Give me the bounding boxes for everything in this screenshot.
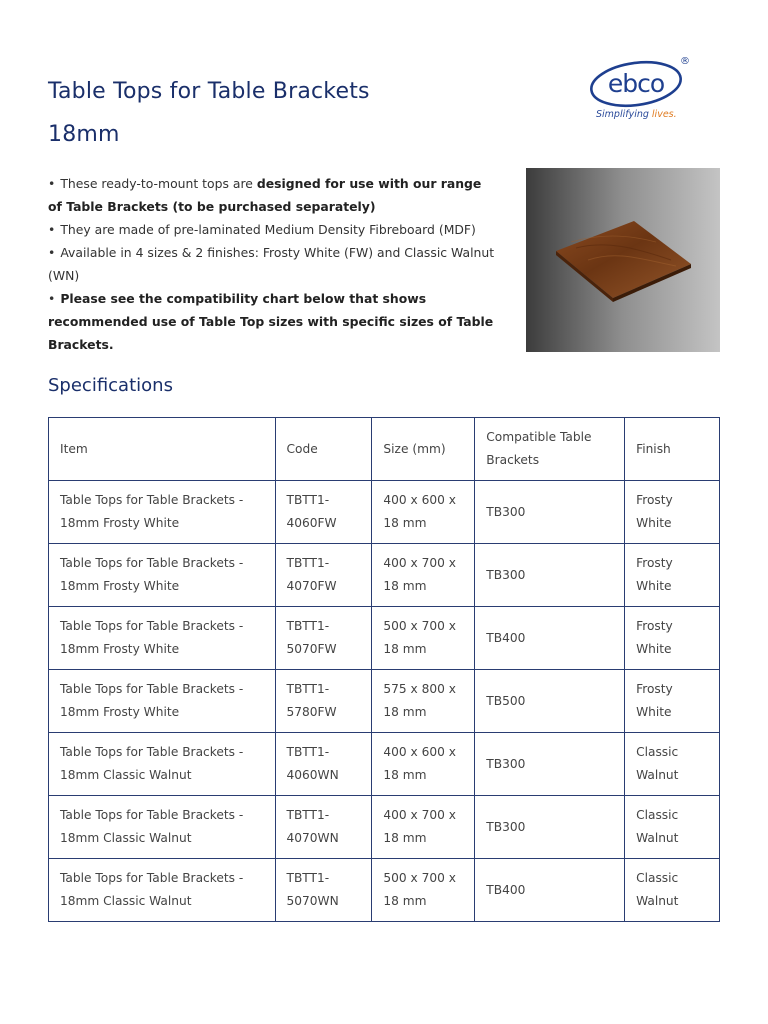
feature-text: These ready-to-mount tops are (60, 176, 257, 191)
logo-registered-mark: ® (680, 56, 690, 67)
cell-finish: Frosty White (625, 544, 720, 607)
column-header-finish: Finish (625, 418, 720, 481)
cell-size: 500 x 700 x 18 mm (372, 859, 475, 922)
cell-compatible-brackets: TB400 (475, 859, 625, 922)
cell-size: 575 x 800 x 18 mm (372, 670, 475, 733)
cell-compatible-brackets: TB400 (475, 607, 625, 670)
column-header-code: Code (275, 418, 372, 481)
cell-item: Table Tops for Table Brackets - 18mm Classic Walnut (49, 859, 276, 922)
page-title (48, 70, 370, 156)
cell-item: Table Tops for Table Brackets - 18mm Frosty White (49, 670, 276, 733)
specifications-heading: Specifications (48, 375, 173, 396)
cell-code: TBTT1-4060WN (275, 733, 372, 796)
table-row (49, 607, 720, 670)
feature-text: Available in 4 sizes & 2 finishes: Frosty White (FW) and Classic Walnut (WN) (48, 245, 495, 283)
cell-code: TBTT1-5070FW (275, 607, 372, 670)
cell-item: Table Tops for Table Brackets - 18mm Frosty White (49, 544, 276, 607)
feature-text: They are made of pre-laminated Medium Density Fibreboard (MDF) (60, 222, 476, 237)
cell-size: 400 x 600 x 18 mm (372, 733, 475, 796)
logo-tagline-prefix: Simplifying (596, 109, 652, 120)
feature-item (48, 241, 498, 287)
cell-item: Table Tops for Table Brackets - 18mm Classic Walnut (49, 733, 276, 796)
cell-compatible-brackets: TB300 (475, 733, 625, 796)
cell-compatible-brackets: TB300 (475, 796, 625, 859)
cell-finish: Classic Walnut (625, 733, 720, 796)
table-row (49, 544, 720, 607)
product-image (526, 168, 720, 352)
logo-tagline-accent: lives. (651, 109, 677, 120)
cell-finish: Classic Walnut (625, 796, 720, 859)
cell-code: TBTT1-4060FW (275, 481, 372, 544)
feature-item (48, 218, 498, 241)
cell-item: Table Tops for Table Brackets - 18mm Frosty White (49, 481, 276, 544)
cell-code: TBTT1-5780FW (275, 670, 372, 733)
page-title-line2: 18mm (48, 122, 120, 147)
cell-size: 400 x 700 x 18 mm (372, 544, 475, 607)
table-row (49, 481, 720, 544)
feature-text-bold: Please see the compatibility chart below that shows recommended use of Table Top sizes with specific sizes of Table Brackets. (48, 291, 494, 352)
cell-size: 400 x 600 x 18 mm (372, 481, 475, 544)
column-header-item: Item (49, 418, 276, 481)
logo-tagline (596, 109, 677, 120)
table-header-row (49, 418, 720, 481)
table-row (49, 670, 720, 733)
logo-brand-text: ebco (607, 69, 665, 98)
cell-size: 500 x 700 x 18 mm (372, 607, 475, 670)
cell-code: TBTT1-5070WN (275, 859, 372, 922)
cell-finish: Frosty White (625, 670, 720, 733)
cell-compatible-brackets: TB300 (475, 481, 625, 544)
feature-item (48, 172, 498, 218)
cell-item: Table Tops for Table Brackets - 18mm Frosty White (49, 607, 276, 670)
feature-list (48, 172, 498, 356)
column-header-compatible-brackets: Compatible Table Brackets (475, 418, 625, 481)
page-title-line1: Table Tops for Table Brackets (48, 79, 370, 104)
cell-compatible-brackets: TB300 (475, 544, 625, 607)
cell-code: TBTT1-4070FW (275, 544, 372, 607)
table-row (49, 733, 720, 796)
specifications-table (48, 417, 720, 922)
cell-compatible-brackets: TB500 (475, 670, 625, 733)
cell-finish: Classic Walnut (625, 859, 720, 922)
table-top-illustration (526, 168, 720, 352)
feature-item (48, 287, 498, 356)
cell-finish: Frosty White (625, 607, 720, 670)
cell-size: 400 x 700 x 18 mm (372, 796, 475, 859)
column-header-size: Size (mm) (372, 418, 475, 481)
table-row (49, 859, 720, 922)
cell-finish: Frosty White (625, 481, 720, 544)
cell-code: TBTT1-4070WN (275, 796, 372, 859)
cell-item: Table Tops for Table Brackets - 18mm Classic Walnut (49, 796, 276, 859)
feature-text-bold: designed for use with our range of Table Brackets (to be purchased separately) (48, 176, 482, 214)
table-row (49, 796, 720, 859)
